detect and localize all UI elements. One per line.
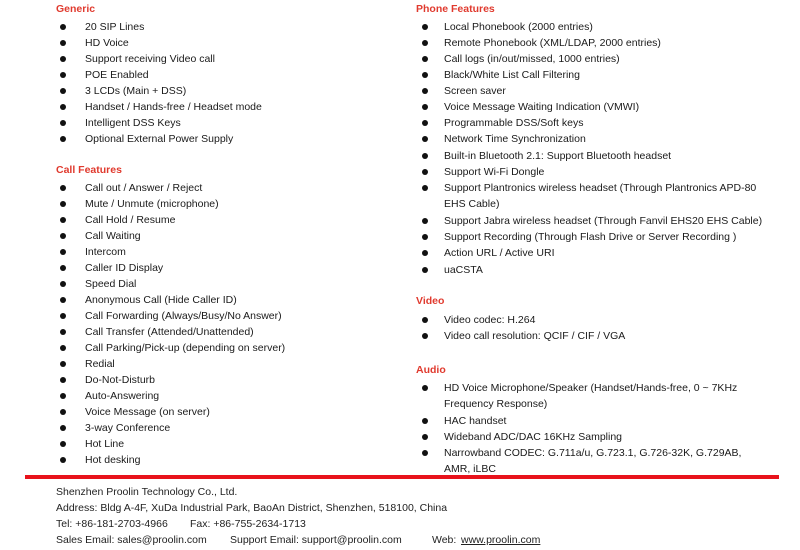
feature-label: Support Plantronics wireless headset (Through Plantronics APD-80 EHS Cable): [444, 182, 757, 211]
bullet-icon: [422, 153, 428, 159]
feature-label: Redial: [85, 358, 115, 370]
feature-label: Programmable DSS/Soft keys: [444, 117, 584, 129]
bullet-icon: [60, 24, 66, 30]
section-title: Video: [416, 295, 445, 307]
feature-label: 3-way Conference: [85, 422, 171, 434]
feature-label: Intelligent DSS Keys: [85, 117, 181, 129]
feature-label: Action URL / Active URI: [444, 247, 555, 259]
footer-tel: Tel: +86-181-2703-4966: [56, 518, 168, 530]
feature-label: Network Time Synchronization: [444, 133, 586, 145]
bullet-icon: [422, 120, 428, 126]
feature-label: Voice Message (on server): [85, 406, 210, 418]
bullet-icon: [60, 297, 66, 303]
bullet-icon: [422, 250, 428, 256]
bullet-icon: [60, 104, 66, 110]
feature-label: Call logs (in/out/missed, 1000 entries): [444, 53, 620, 65]
feature-label: Call Transfer (Attended/Unattended): [85, 326, 254, 338]
bullet-icon: [60, 265, 66, 271]
feature-label: Support Jabra wireless headset (Through Fanvil EHS20 EHS Cable): [444, 215, 763, 227]
feature-label: Handset / Hands-free / Headset mode: [85, 101, 262, 113]
bullet-icon: [60, 217, 66, 223]
bullet-icon: [422, 56, 428, 62]
feature-label: Call Waiting: [85, 230, 141, 242]
feature-label: Video call resolution: QCIF / CIF / VGA: [444, 330, 626, 342]
feature-label: Auto-Answering: [85, 390, 160, 402]
feature-label: Local Phonebook (2000 entries): [444, 21, 593, 33]
bullet-icon: [422, 24, 428, 30]
footer-web-label: Web:: [432, 534, 457, 546]
bullet-icon: [60, 457, 66, 463]
feature-label: HD Voice Microphone/Speaker (Handset/Hands-free, 0 ~ 7KHz Frequency Response): [444, 382, 738, 411]
bullet-icon: [60, 249, 66, 255]
feature-label: Call out / Answer / Reject: [85, 182, 203, 194]
feature-label: Remote Phonebook (XML/LDAP, 2000 entries): [444, 37, 661, 49]
feature-label: Call Parking/Pick-up (depending on server): [85, 342, 286, 354]
footer-address: Address: Bldg A-4F, XuDa Industrial Park, BaoAn District, Shenzhen, 518100, China: [56, 502, 448, 514]
section-title: Generic: [56, 3, 96, 15]
bullet-icon: [422, 40, 428, 46]
bullet-icon: [422, 385, 428, 391]
feature-label: Black/White List Call Filtering: [444, 69, 580, 81]
feature-label: Caller ID Display: [85, 262, 164, 274]
feature-label: Call Hold / Resume: [85, 214, 176, 226]
bullet-icon: [60, 72, 66, 78]
feature-label: 20 SIP Lines: [85, 21, 145, 33]
bullet-icon: [60, 313, 66, 319]
bullet-icon: [422, 267, 428, 273]
feature-label: uaCSTA: [444, 264, 483, 276]
bullet-icon: [422, 333, 428, 339]
feature-label: Hot Line: [85, 438, 125, 450]
bullet-icon: [60, 409, 66, 415]
footer-contact-phone: [56, 518, 756, 534]
bullet-icon: [422, 136, 428, 142]
bullet-icon: [60, 233, 66, 239]
feature-label: POE Enabled: [85, 69, 149, 81]
section-title: Phone Features: [416, 3, 495, 15]
feature-label: Hot desking: [85, 454, 141, 466]
feature-label: Optional External Power Supply: [85, 133, 234, 145]
bullet-icon: [422, 234, 428, 240]
bullet-icon: [60, 281, 66, 287]
bullet-icon: [60, 120, 66, 126]
feature-label: Built-in Bluetooth 2.1: Support Bluetooth headset: [444, 150, 672, 162]
footer-company: Shenzhen Proolin Technology Co., Ltd.: [56, 486, 238, 498]
feature-label: HAC handset: [444, 415, 507, 427]
bullet-icon: [422, 218, 428, 224]
bullet-icon: [60, 56, 66, 62]
bullet-icon: [422, 418, 428, 424]
bullet-icon: [422, 104, 428, 110]
bullet-icon: [422, 450, 428, 456]
bullet-icon: [422, 72, 428, 78]
feature-label: Call Forwarding (Always/Busy/No Answer): [85, 310, 282, 322]
bullet-icon: [60, 345, 66, 351]
bullet-icon: [60, 88, 66, 94]
feature-label: Mute / Unmute (microphone): [85, 198, 219, 210]
bullet-icon: [422, 169, 428, 175]
footer-support-email: Support Email: support@proolin.com: [230, 534, 402, 546]
bullet-icon: [60, 329, 66, 335]
bullet-icon: [60, 361, 66, 367]
bullet-icon: [60, 201, 66, 207]
bullet-icon: [60, 425, 66, 431]
feature-label: Wideband ADC/DAC 16KHz Sampling: [444, 431, 622, 443]
feature-label: Support receiving Video call: [85, 53, 215, 65]
bullet-icon: [60, 441, 66, 447]
section-title: Audio: [416, 364, 446, 376]
feature-label: Intercom: [85, 246, 126, 258]
section-title: Call Features: [56, 164, 122, 176]
feature-label: 3 LCDs (Main + DSS): [85, 85, 187, 97]
feature-label: Anonymous Call (Hide Caller ID): [85, 294, 237, 306]
bullet-icon: [60, 136, 66, 142]
footer-divider: [25, 475, 779, 479]
feature-label: Support Recording (Through Flash Drive or Server Recording ): [444, 231, 737, 243]
footer-web-link[interactable]: www.proolin.com: [461, 534, 541, 546]
footer-sales-email: Sales Email: sales@proolin.com: [56, 534, 207, 546]
feature-label: Voice Message Waiting Indication (VMWI): [444, 101, 640, 113]
bullet-icon: [60, 40, 66, 46]
footer-contact-web: [56, 534, 756, 550]
feature-label: Support Wi-Fi Dongle: [444, 166, 545, 178]
bullet-icon: [60, 393, 66, 399]
feature-label: Narrowband CODEC: G.711a/u, G.723.1, G.726-32K, G.729AB, AMR, iLBC: [444, 447, 742, 476]
feature-label: HD Voice: [85, 37, 129, 49]
footer-fax: Fax: +86-755-2634-1713: [190, 518, 306, 530]
feature-label: Do-Not-Disturb: [85, 374, 156, 386]
feature-label: Speed Dial: [85, 278, 137, 290]
feature-label: Video codec: H.264: [444, 314, 536, 326]
bullet-icon: [422, 88, 428, 94]
bullet-icon: [422, 317, 428, 323]
feature-label: Screen saver: [444, 85, 506, 97]
bullet-icon: [60, 377, 66, 383]
bullet-icon: [422, 185, 428, 191]
bullet-icon: [60, 185, 66, 191]
bullet-icon: [422, 434, 428, 440]
